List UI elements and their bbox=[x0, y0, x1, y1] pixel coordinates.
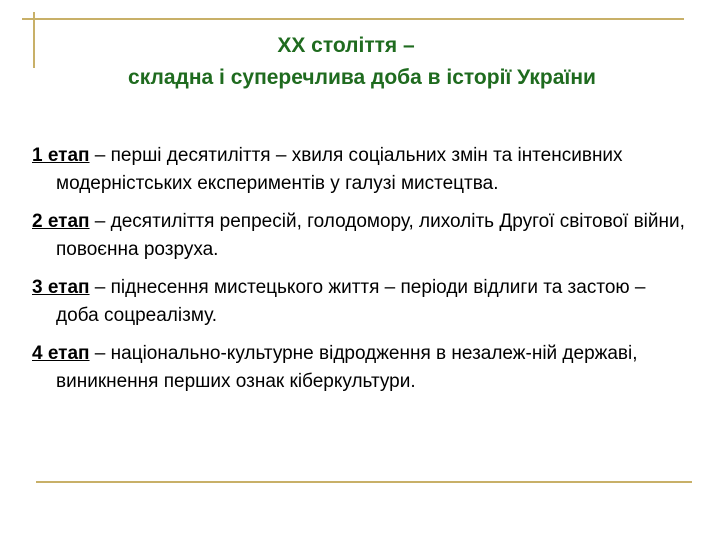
title-line-1: ХХ століття – bbox=[277, 34, 415, 57]
left-rule bbox=[33, 12, 35, 68]
stage-4-text: – національно-культурне відродження в незалеж-ній державі, виникнення перших ознак кіберкультури. bbox=[56, 343, 638, 392]
stages-list bbox=[32, 142, 692, 406]
bottom-rule bbox=[36, 481, 692, 483]
top-rule bbox=[22, 18, 684, 20]
stage-1-text: – перші десятиліття – хвиля соціальних змін та інтенсивних модерністських експериментів у галузі мистецтва. bbox=[56, 145, 623, 194]
stage-4 bbox=[32, 340, 692, 396]
stage-3-label: 3 етап bbox=[32, 277, 90, 298]
stage-2-text: – десятиліття репресій, голодомору, лихоліть Другої світової війни, повоєнна розруха. bbox=[56, 211, 685, 260]
stage-2 bbox=[32, 208, 692, 264]
stage-1 bbox=[32, 142, 692, 198]
stage-1-label: 1 етап bbox=[32, 145, 90, 166]
slide-title bbox=[40, 30, 700, 94]
stage-3 bbox=[32, 274, 692, 330]
stage-4-label: 4 етап bbox=[32, 343, 90, 364]
title-line-2: складна і суперечлива доба в історії України bbox=[128, 66, 596, 89]
stage-3-text: – піднесення мистецького життя – періоди відлиги та застою – доба соцреалізму. bbox=[56, 277, 646, 326]
stage-2-label: 2 етап bbox=[32, 211, 90, 232]
